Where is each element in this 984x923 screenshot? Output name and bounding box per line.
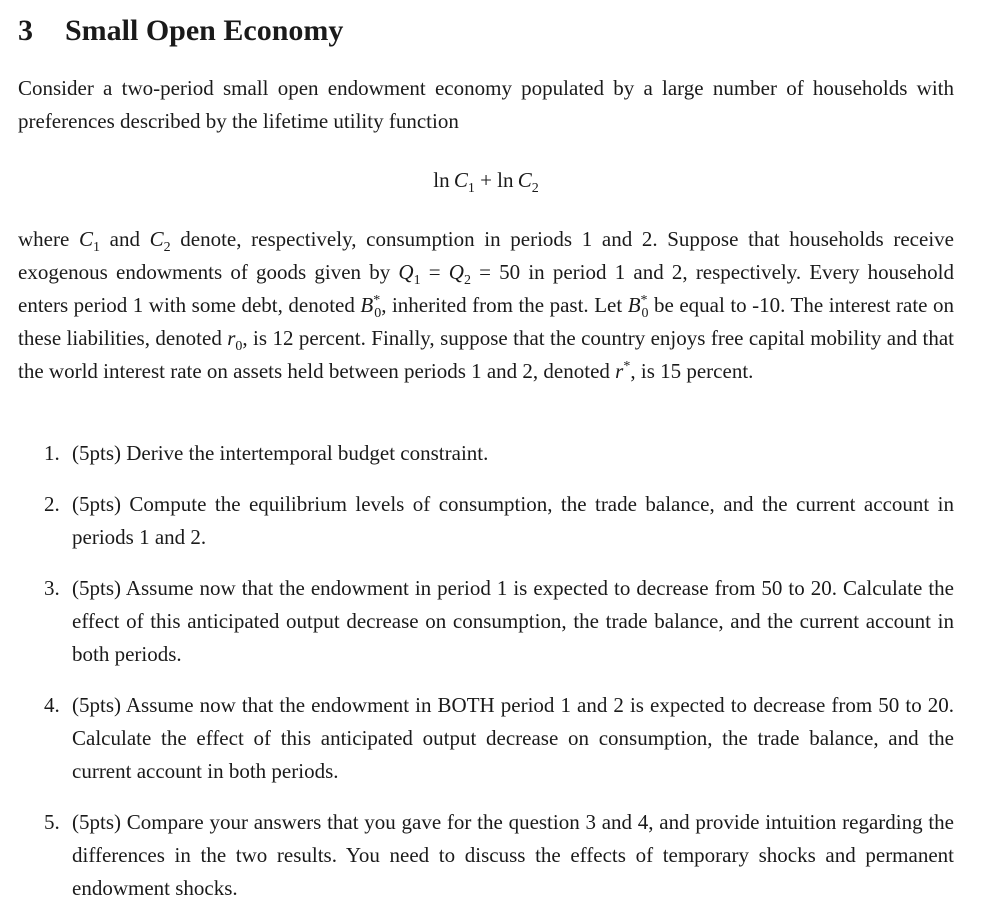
question-item — [18, 806, 954, 905]
question-text: (5pts) Assume now that the endowment in BOTH period 1 and 2 is expected to decrease from 50 to 20. Calculate the effect of this anticipated output decrease on consumption, the trade balance, and the current account in both periods. — [72, 693, 954, 783]
section-title: Small Open Economy — [65, 14, 344, 47]
question-number: 3. — [44, 576, 60, 600]
question-item — [18, 572, 954, 671]
body-paragraph: where $C_1$ and $C_2$ denote, respectively, consumption in periods 1 and 2. Suppose that households receive exogenous endowments of goods given by $Q_1 = Q_2 = 50$ in period 1 and 2, respectively. Every household enters period 1 with some debt, denoted $B^*_0$, inherited from the past. Let $B^*_0$ be equal to -10. The interest rate on these liabilities, denoted $r_0$, is 12 percent. Finally, suppose that the country enjoys free capital mobility and that the world interest rate on assets held between periods 1 and 2, denoted r*, is 15 percent. — [18, 227, 954, 383]
question-item — [18, 437, 954, 470]
question-text: (5pts) Compute the equilibrium levels of consumption, the trade balance, and the current account in periods 1 and 2. — [72, 492, 954, 549]
question-text: (5pts) Assume now that the endowment in period 1 is expected to decrease from 50 to 20. Calculate the effect of this anticipated output decrease on consumption, the trade balance, and the current account in both periods. — [72, 576, 954, 666]
question-number: 1. — [44, 441, 60, 465]
question-number: 4. — [44, 693, 60, 717]
intro-paragraph: Consider a two-period small open endowment economy populated by a large number of households with preferences described by the lifetime utility function — [18, 76, 954, 133]
question-item — [18, 488, 954, 554]
utility-equation: $\ln C_1 + \ln C_2$ — [433, 168, 539, 197]
section-heading — [18, 14, 343, 48]
question-text: (5pts) Derive the intertemporal budget constraint. — [72, 441, 489, 465]
question-list — [18, 437, 954, 923]
question-item — [18, 689, 954, 788]
question-number: 5. — [44, 810, 60, 834]
section-number: 3 — [18, 14, 33, 47]
question-number: 2. — [44, 492, 60, 516]
question-text: (5pts) Compare your answers that you gave for the question 3 and 4, and provide intuition regarding the differences in the two results. You need to discuss the effects of temporary shocks and permanent endowment shocks. — [72, 810, 954, 900]
